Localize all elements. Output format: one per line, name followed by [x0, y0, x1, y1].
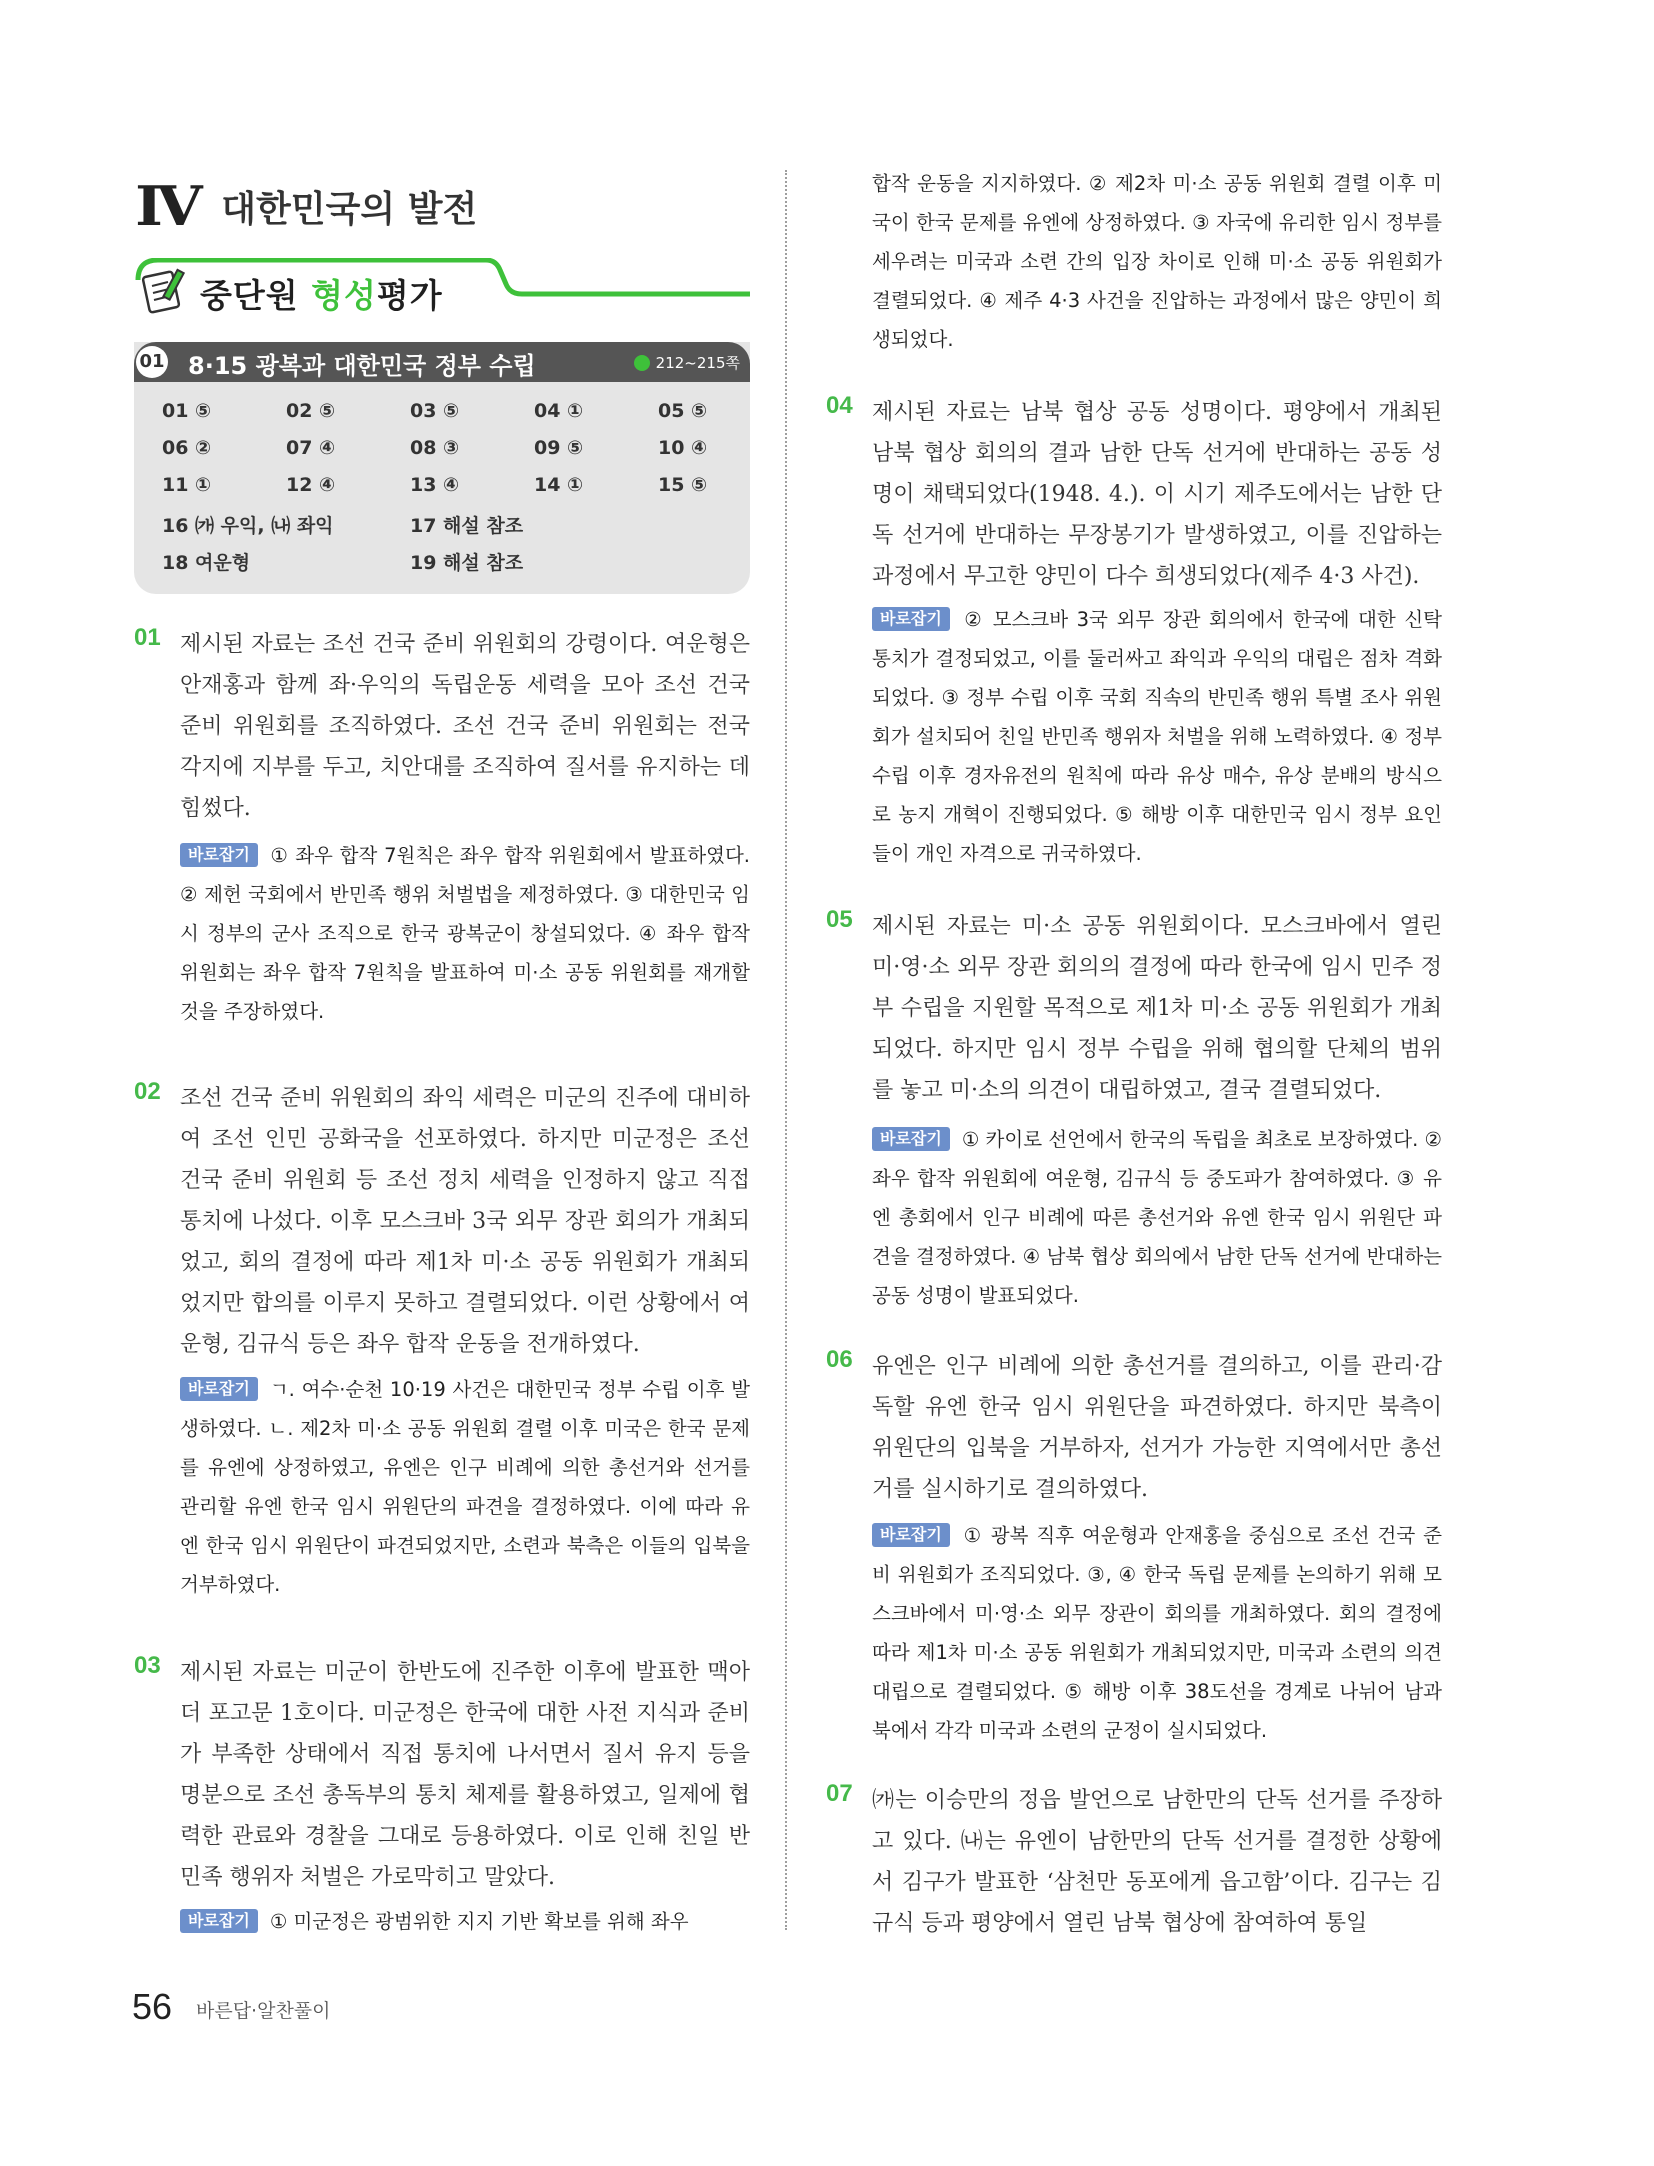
section-title-prefix: 중단원: [200, 276, 312, 315]
answer-box-number: 01: [136, 346, 168, 378]
page-ref-icon: [634, 355, 650, 371]
fix-02: [180, 1370, 750, 1604]
item-number: 06: [826, 1346, 853, 1373]
chapter-header: [135, 174, 478, 238]
section-title-highlight: 형성: [311, 276, 377, 315]
fix-03-continued: 합작 운동을 지지하였다. ② 제2차 미·소 공동 위원회 결렬 이후 미국이 한국 문제를 유엔에 상정하였다. ③ 자국에 유리한 임시 정부를 세우려는 미국과 소련 간의 입장 차이로 인해 미·소 공동 위원회가 결렬되었다. ④ 제주 4·3 사건을 진압하는 과정에서 많은 양민이 희생되었다.: [872, 172, 1442, 351]
column-divider: [785, 170, 787, 1930]
chapter-title: 대한민국의 발전: [221, 188, 478, 230]
section-banner: [130, 258, 750, 326]
answer-item: 11 ①: [162, 474, 212, 496]
answer-item: 06 ②: [162, 437, 212, 459]
answer-item: 14 ①: [534, 474, 584, 496]
answer-item: 07 ④: [286, 437, 336, 459]
fix-text: ② 모스크바 3국 외무 장관 회의에서 한국에 대한 신탁 통치가 결정되었고, 이를 둘러싸고 좌익과 우익의 대립은 점차 격화되었다. ③ 정부 수립 이후 국회 직속의 반민족 행위 특별 조사 위원회가 설치되어 친일 반민족 행위자 처벌을 위해 노력하였다. ④ 정부 수립 이후 경자유전의 원칙에 따라 유상 매수, 유상 분배의 방식으로 농지 개혁이 진행되었다. ⑤ 해방 이후 대한민국 임시 정부 요인들이 개인 자격으로 귀국하였다.: [872, 608, 1442, 865]
item-text: 제시된 자료는 미군이 한반도에 진주한 이후에 발표한 맥아더 포고문 1호이다. 미군정은 한국에 대한 사전 지식과 준비가 부족한 상태에서 직접 통치에 나서면서 질서 유지 등을 명분으로 조선 총독부의 통치 체제를 활용하였고, 일제에 협력한 관료와 경찰을 그대로 등용하였다. 이로 인해 친일 반민족 행위자 처벌은 가로막히고 말았다.: [180, 1660, 750, 1890]
answer-item: 02 ⑤: [286, 400, 336, 422]
fix-01: [180, 836, 750, 1031]
fix-text: ① 미군정은 광범위한 지지 기반 확보를 위해 좌우: [269, 1910, 689, 1933]
item-text: 조선 건국 준비 위원회의 좌익 세력은 미군의 진주에 대비하여 조선 인민 공화국을 선포하였다. 하지만 미군정은 조선 건국 준비 위원회 등 조선 정치 세력을 인정하지 않고 직접 통치에 나섰다. 이후 모스크바 3국 외무 장관 회의가 개최되었고, 회의 결정에 따라 제1차 미·소 공동 위원회가 개최되었지만 합의를 이루지 못하고 결렬되었다. 이런 상황에서 여운형, 김규식 등은 좌우 합작 운동을 전개하였다.: [180, 1086, 750, 1357]
section-title: [200, 270, 443, 317]
fix-text: ㄱ. 여수·순천 10·19 사건은 대한민국 정부 수립 이후 발생하였다. ㄴ. 제2차 미·소 공동 위원회 결렬 이후 미국은 한국 문제를 유엔에 상정하였고, 유엔은 인구 비례에 의한 총선거와 선거를 관리할 유엔 한국 임시 위원단의 파견을 결정하였다. 이에 따라 유엔 한국 임시 위원단이 파견되었지만, 소련과 북측은 이들의 입북을 거부하였다.: [180, 1378, 750, 1596]
item-text: 제시된 자료는 남북 협상 공동 성명이다. 평양에서 개최된 남북 협상 회의의 결과 남한 단독 선거에 반대하는 공동 성명이 채택되었다(1948. 4.). 이 시기 제주도에서는 남한 단독 선거에 반대하는 무장봉기가 발생하였고, 이를 진압하는 과정에서 무고한 양민이 다수 희생되었다(제주 4·3 사건).: [872, 400, 1442, 589]
fix-text: ① 카이로 선언에서 한국의 독립을 최초로 보장하였다. ② 좌우 합작 위원회에 여운형, 김규식 등 중도파가 참여하였다. ③ 유엔 총회에서 인구 비례에 따른 총선거와 유엔 한국 임시 위원단 파견을 결정하였다. ④ 남북 협상 회의에서 남한 단독 선거에 반대하는 공동 성명이 발표되었다.: [872, 1128, 1442, 1307]
fix-label: 바로잡기: [872, 1127, 950, 1151]
pencil-note-icon: [140, 264, 186, 316]
fix-label: 바로잡기: [180, 1909, 258, 1933]
answer-item: 05 ⑤: [658, 400, 708, 422]
item-text: ㈎는 이승만의 정읍 발언으로 남한만의 단독 선거를 주장하고 있다. ㈏는 유엔이 남한만의 단독 선거를 결정한 상황에서 김구가 발표한 ‘삼천만 동포에게 읍고함’이다. 김구는 김규식 등과 평양에서 열린 남북 협상에 참여하여 통일: [872, 1788, 1442, 1936]
item-number: 03: [134, 1652, 161, 1679]
item-number: 02: [134, 1078, 161, 1105]
answer-item: 03 ⑤: [410, 400, 460, 422]
answer-item: 04 ①: [534, 400, 584, 422]
fix-text: ① 좌우 합작 7원칙은 좌우 합작 위원회에서 발표하였다. ② 제헌 국회에서 반민족 행위 처벌법을 제정하였다. ③ 대한민국 임시 정부의 군사 조직으로 한국 광복군이 창설되었다. ④ 좌우 합작 위원회는 좌우 합작 7원칙을 발표하여 미·소 공동 위원회를 재개할 것을 주장하였다.: [180, 844, 750, 1023]
answer-item: 19 해설 참조: [410, 552, 524, 574]
answer-box: [134, 342, 750, 594]
footer-label: 바른답·알찬풀이: [196, 2000, 331, 2022]
answer-item: 16 ㈎ 우익, ㈏ 좌익: [162, 515, 334, 537]
fix-05: [872, 1120, 1442, 1315]
item-text: 제시된 자료는 조선 건국 준비 위원회의 강령이다. 여운형은 안재홍과 함께 좌·우익의 독립운동 세력을 모아 조선 건국 준비 위원회를 조직하였다. 조선 건국 준비 위원회는 전국 각지에 지부를 두고, 치안대를 조직하여 질서를 유지하는 데 힘썼다.: [180, 632, 750, 821]
answer-item: 13 ④: [410, 474, 460, 496]
fix-06: [872, 1516, 1442, 1750]
item-number: 07: [826, 1780, 853, 1807]
answer-item: 08 ③: [410, 437, 460, 459]
answer-item: 12 ④: [286, 474, 336, 496]
fix-03: [180, 1902, 750, 1941]
answer-item: 18 여운형: [162, 552, 251, 574]
section-title-suffix: 평가: [376, 276, 443, 315]
answer-box-header: [134, 342, 750, 382]
page-number: 56: [132, 1986, 173, 2027]
answer-box-title: 8·15 광복과 대한민국 정부 수립: [188, 352, 536, 380]
answer-box-pages-text: 212~215쪽: [655, 354, 740, 372]
answer-item: 17 해설 참조: [410, 515, 524, 537]
fix-text: ① 광복 직후 여운형과 안재홍을 중심으로 조선 건국 준비 위원회가 조직되었다. ③, ④ 한국 독립 문제를 논의하기 위해 모스크바에서 미·영·소 외무 장관이 회의를 개최하였다. 회의 결정에 따라 제1차 미·소 공동 위원회가 개최되었지만, 미국과 소련의 의견 대립으로 결렬되었다. ⑤ 해방 이후 38도선을 경계로 나뉘어 남과 북에서 각각 미국과 소련의 군정이 실시되었다.: [872, 1524, 1442, 1742]
item-text: 유엔은 인구 비례에 의한 총선거를 결의하고, 이를 관리·감독할 유엔 한국 임시 위원단을 파견하였다. 하지만 북측이 위원단의 입북을 거부하자, 선거가 가능한 지역에서만 총선거를 실시하기로 결의하였다.: [872, 1354, 1442, 1502]
item-number: 01: [134, 624, 161, 651]
answer-box-pages: [634, 352, 740, 373]
answer-item: 15 ⑤: [658, 474, 708, 496]
item-number: 05: [826, 906, 853, 933]
answer-item: 01 ⑤: [162, 400, 212, 422]
answer-item: 10 ④: [658, 437, 708, 459]
fix-04: [872, 600, 1442, 873]
fix-label: 바로잡기: [872, 1523, 950, 1547]
item-number: 04: [826, 392, 853, 419]
chapter-number: Ⅳ: [135, 174, 199, 238]
fix-label: 바로잡기: [872, 607, 950, 631]
fix-label: 바로잡기: [180, 843, 258, 867]
item-text: 제시된 자료는 미·소 공동 위원회이다. 모스크바에서 열린 미·영·소 외무 장관 회의의 결정에 따라 한국에 임시 민주 정부 수립을 지원할 목적으로 제1차 미·소 공동 위원회가 개최되었다. 하지만 임시 정부 수립을 위해 협의할 단체의 범위를 놓고 미·소의 의견이 대립하였고, 결국 결렬되었다.: [872, 914, 1442, 1103]
fix-label: 바로잡기: [180, 1377, 258, 1401]
answer-item: 09 ⑤: [534, 437, 584, 459]
